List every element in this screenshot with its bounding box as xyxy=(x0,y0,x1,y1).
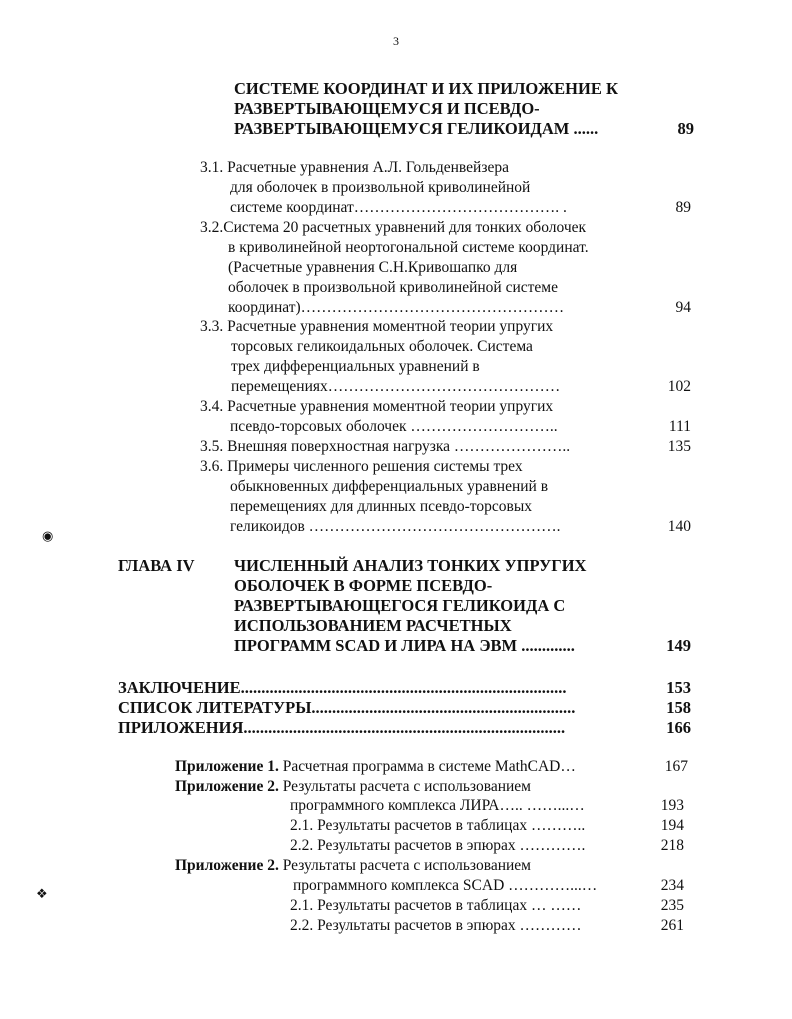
appendix-2-entry xyxy=(175,778,531,796)
appendix-2-sub-2: 2.2. Результаты расчетов в эпюрах …………. xyxy=(290,837,586,854)
toc-3-2-line-3: (Расчетные уравнения С.Н.Кривошапко для xyxy=(228,259,518,276)
toc-3-2-line-4: оболочек в произвольной криволинейной системе xyxy=(228,279,558,296)
references-page: 158 xyxy=(666,698,691,717)
toc-3-3-line-1: 3.3. Расчетные уравнения моментной теории упругих xyxy=(200,318,554,335)
scan-mark-icon: ❖ xyxy=(36,886,48,901)
toc-3-5-line-1: 3.5. Внешняя поверхностная нагрузка ………………….. xyxy=(200,438,571,455)
appendix-2-sub-1: 2.1. Результаты расчетов в таблицах ……….. xyxy=(290,817,586,834)
appendix-1-page: 167 xyxy=(664,758,688,775)
toc-3-1-line-1: 3.1. Расчетные уравнения А.Л. Гольденвейзера xyxy=(200,159,509,176)
toc-3-1-line-3: системе координат…………………………………. . xyxy=(230,199,567,216)
appendix-3-sub-2: 2.2. Результаты расчетов в эпюрах ………… xyxy=(290,917,582,934)
toc-3-6-line-1: 3.6. Примеры численного решения системы трех xyxy=(200,458,523,475)
appendix-2-text: Результаты расчета с использованием xyxy=(278,778,531,795)
conclusion-page: 153 xyxy=(666,678,691,697)
appendix-2-sub-1-page: 194 xyxy=(660,817,684,834)
chapter-4-label: ГЛАВА IV xyxy=(118,556,195,575)
heading-line-2: РАЗВЕРТЫВАЮЩЕМУСЯ И ПСЕВДО- xyxy=(234,99,540,118)
toc-3-3-line-4: перемещениях……………………………………… xyxy=(231,378,561,395)
toc-3-2-line-2: в криволинейной неортогональной системе координат. xyxy=(228,239,589,256)
toc-3-6-line-4: геликоидов …………………………………………. xyxy=(230,518,561,535)
appendices-entry: ПРИЛОЖЕНИЯ.............................................................................. xyxy=(118,718,566,737)
appendix-3-text: Результаты расчета с использованием xyxy=(278,857,531,874)
appendix-1-entry xyxy=(175,758,576,776)
appendix-3-entry xyxy=(175,857,531,875)
appendix-3-page: 234 xyxy=(660,877,684,894)
appendix-2-label: Приложение 2. xyxy=(175,778,279,795)
toc-3-2-line-1: 3.2.Система 20 расчетных уравнений для тонких оболочек xyxy=(200,219,587,236)
toc-3-4-page: 111 xyxy=(668,418,691,435)
toc-3-3-line-3: трех дифференциальных уравнений в xyxy=(231,358,480,375)
toc-3-2-line-5: координат)…………………………………………… xyxy=(228,299,565,316)
appendix-2-page: 193 xyxy=(660,797,684,814)
toc-3-4-line-2: псевдо-торсовых оболочек ……………………….. xyxy=(230,418,558,435)
appendix-3-label: Приложение 2. xyxy=(175,857,279,874)
toc-3-1-line-2: для оболочек в произвольной криволинейной xyxy=(230,179,531,196)
toc-3-6-page: 140 xyxy=(667,518,691,535)
chapter-4-line-2: ОБОЛОЧЕК В ФОРМЕ ПСЕВДО- xyxy=(234,576,493,595)
appendix-3-sub-1-page: 235 xyxy=(660,897,684,914)
toc-3-4-line-1: 3.4. Расчетные уравнения моментной теории упругих xyxy=(200,398,554,415)
heading-page: 89 xyxy=(677,119,694,138)
appendix-3-sub-1: 2.1. Результаты расчетов в таблицах … …… xyxy=(290,897,582,914)
appendix-3-line-2: программного комплекса SCAD …………...… xyxy=(293,877,598,894)
appendix-2-sub-2-page: 218 xyxy=(660,837,684,854)
toc-3-3-page: 102 xyxy=(667,378,691,395)
chapter-4-line-5: ПРОГРАММ SCAD И ЛИРА НА ЭВМ ............. xyxy=(234,636,575,655)
appendix-1-label: Приложение 1. xyxy=(175,758,279,775)
appendices-page: 166 xyxy=(666,718,691,737)
toc-3-2-page: 94 xyxy=(675,299,691,316)
page-number: 3 xyxy=(393,34,399,48)
toc-3-1-page: 89 xyxy=(675,199,691,216)
toc-3-5-page: 135 xyxy=(667,438,691,455)
heading-line-1: СИСТЕМЕ КООРДИНАТ И ИХ ПРИЛОЖЕНИЕ К xyxy=(234,79,618,98)
heading-line-3: РАЗВЕРТЫВАЮЩЕМУСЯ ГЕЛИКОИДАМ ...... xyxy=(234,119,599,138)
toc-3-6-line-2: обыкновенных дифференциальных уравнений в xyxy=(230,478,549,495)
chapter-4-page: 149 xyxy=(666,636,691,655)
chapter-4-line-3: РАЗВЕРТЫВАЮЩЕГОСЯ ГЕЛИКОИДА С xyxy=(234,596,566,615)
chapter-4-line-4: ИСПОЛЬЗОВАНИЕМ РАСЧЕТНЫХ xyxy=(234,616,512,635)
appendix-3-sub-2-page: 261 xyxy=(660,917,684,934)
scan-mark-icon: ◉ xyxy=(42,528,54,543)
chapter-4-line-1: ЧИСЛЕННЫЙ АНАЛИЗ ТОНКИХ УПРУГИХ xyxy=(234,556,587,575)
appendix-2-line-2: программного комплекса ЛИРА….. ……...… xyxy=(290,797,585,814)
toc-3-6-line-3: перемещениях для длинных псевдо-торсовых xyxy=(230,498,532,515)
references-entry: СПИСОК ЛИТЕРАТУРЫ................................................................ xyxy=(118,698,576,717)
toc-3-3-line-2: торсовых геликоидальных оболочек. Система xyxy=(231,338,533,355)
conclusion-entry: ЗАКЛЮЧЕНИЕ............................................................................... xyxy=(118,678,567,697)
appendix-1-text: Расчетная программа в системе MathCAD… xyxy=(278,758,576,775)
